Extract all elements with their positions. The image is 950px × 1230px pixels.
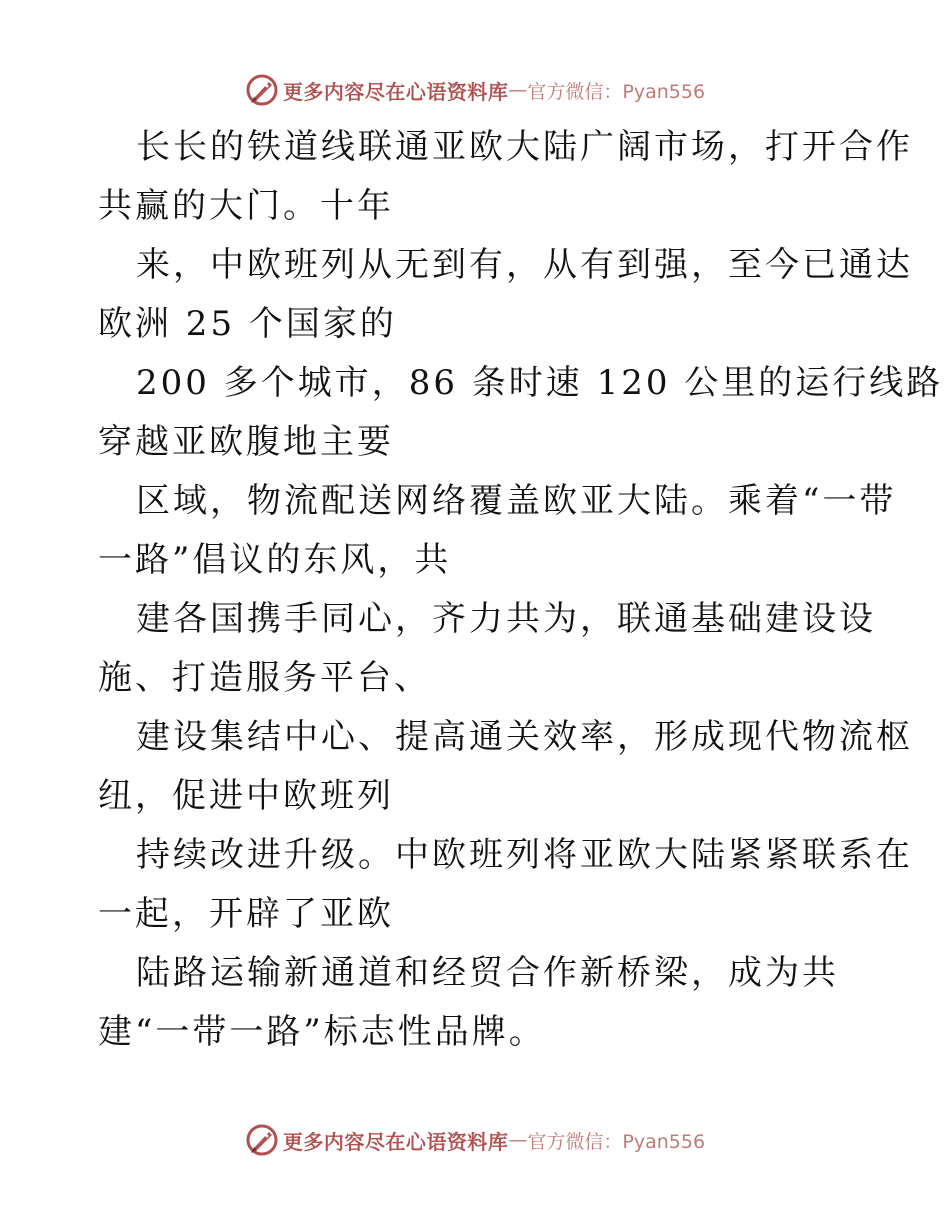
text-line: 纽，促进中欧班列 <box>98 776 394 816</box>
text-line: 长长的铁道线联通亚欧大陆广阔市场，打开合作 <box>136 127 913 167</box>
footer-dash: — <box>508 1129 528 1151</box>
pen-nib-logo-icon <box>245 1123 279 1157</box>
text-line: 建各国携手同心，齐力共为，联通基础建设设 <box>136 599 876 639</box>
text-line: 建“一带一路”标志性品牌。 <box>98 1012 546 1052</box>
text-line: 持续改进升级。中欧班列将亚欧大陆紧紧联系在 <box>136 835 913 875</box>
header-wechat-text: 官方微信：Pyan556 <box>527 80 706 103</box>
header-dash: — <box>508 79 528 101</box>
pen-nib-logo-icon <box>245 73 279 107</box>
text-line: 欧洲 25 个国家的 <box>98 304 397 344</box>
footer-wechat-text: 官方微信：Pyan556 <box>527 1130 706 1153</box>
text-line: 200 多个城市，86 条时速 120 公里的运行线路 <box>136 363 944 403</box>
header-banner <box>0 70 950 110</box>
text-line: 区域，物流配送网络覆盖欧亚大陆。乘着“一带 <box>136 481 897 521</box>
text-line: 陆路运输新通道和经贸合作新桥梁，成为共 <box>136 953 839 993</box>
text-line: 建设集结中心、提高通关效率，形成现代物流枢 <box>136 717 913 757</box>
footer-site-text: 更多内容尽在心语资料库 <box>282 1129 509 1154</box>
text-line: 来，中欧班列从无到有，从有到强，至今已通达 <box>136 245 913 285</box>
header-site-text: 更多内容尽在心语资料库 <box>282 79 509 104</box>
text-line: 穿越亚欧腹地主要 <box>98 422 394 462</box>
footer-banner <box>0 1120 950 1160</box>
article-body <box>98 118 944 1062</box>
text-line: 共赢的大门。十年 <box>98 186 394 226</box>
text-line: 一路”倡议的东风，共 <box>98 540 452 580</box>
text-line: 施、打造服务平台、 <box>98 658 431 698</box>
text-line: 一起，开辟了亚欧 <box>98 894 394 934</box>
